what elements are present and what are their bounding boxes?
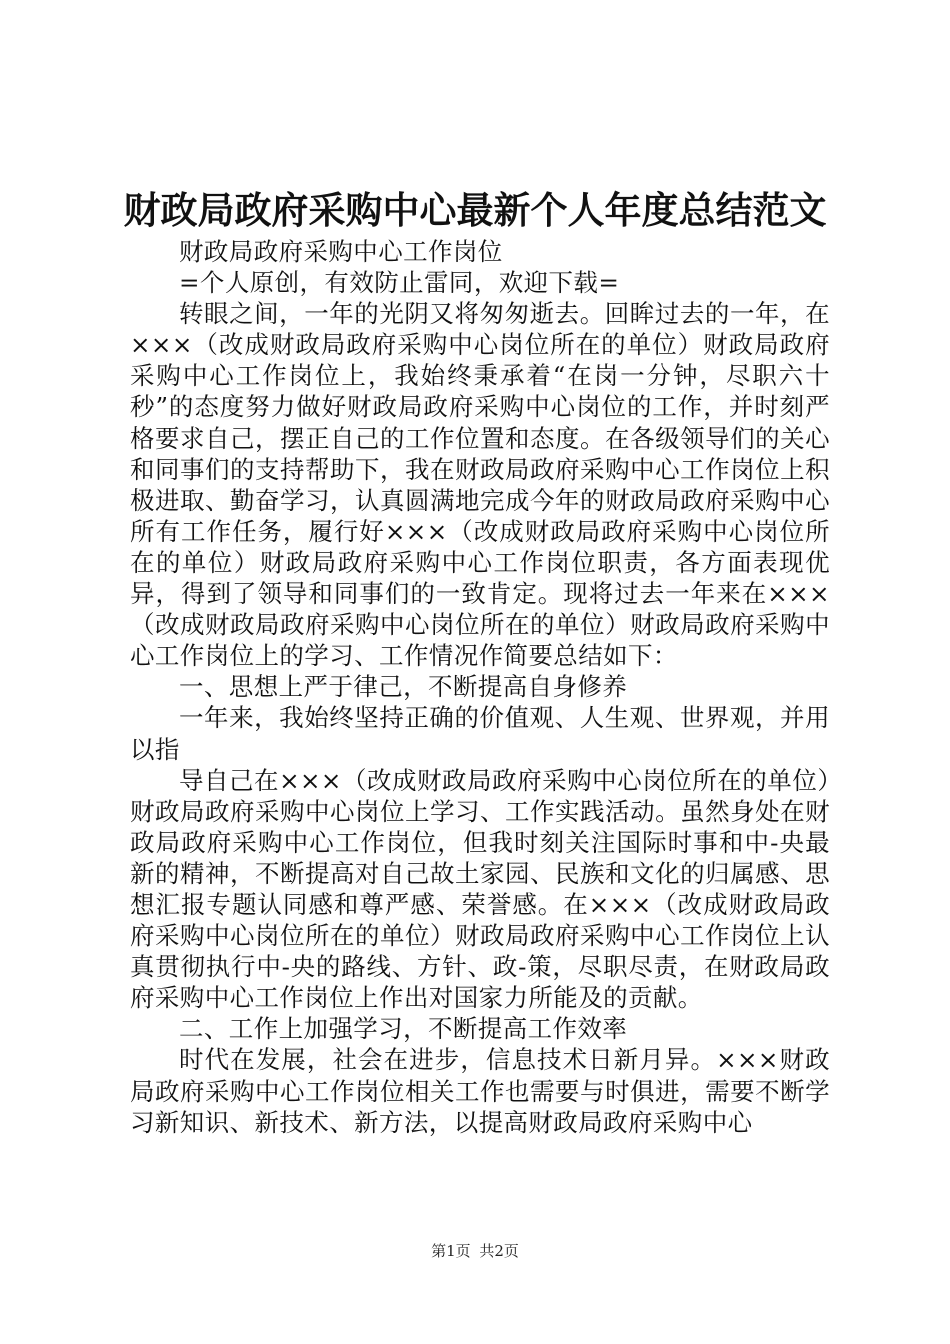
page-total: 共2页 (479, 1242, 519, 1260)
paragraph-intro: 转眼之间，一年的光阴又将匆匆逝去。回眸过去的一年，在×××（改成财政局政府采购中心岗位所在的单位）财政局政府采购中心工作岗位上，我始终秉承着“在岗一分钟，尽职六十秒”的态度努力做好财政局政府采购中心岗位的工作，并时刻严格要求自己，摆正自己的工作位置和态度。在各级领导们的关心和同事们的支持帮助下，我在财政局政府采购中心工作岗位上积极进取、勤奋学习，认真圆满地完成今年的财政局政府采购中心所有工作任务，履行好×××（改成财政局政府采购中心岗位所在的单位）财政局政府采购中心工作岗位职责，各方面表现优异，得到了领导和同事们的一致肯定。现将过去一年来在×××（改成财政局政府采购中心岗位所在的单位）财政局政府采购中心工作岗位上的学习、工作情况作简要总结如下： (130, 299, 830, 671)
paragraph-original-note: =个人原创，有效防止雷同，欢迎下载= (179, 268, 620, 298)
paragraph-section-1b: 导自己在×××（改成财政局政府采购中心岗位所在的单位）财政局政府采购中心岗位上学习、工作实践活动。虽然身处在财政局政府采购中心工作岗位，但我时刻关注国际时事和中-央最新的精神，不断提高对自己故土家园、民族和文化的归属感、思想汇报专题认同感和尊严感、荣誉感。在×××（改成财政局政府采购中心岗位所在的单位）财政局政府采购中心工作岗位上认真贯彻执行中-央的路线、方针、政-策，尽职尽责，在财政局政府采购中心工作岗位上作出对国家力所能及的贡献。 (130, 765, 830, 1013)
document-title: 财政局政府采购中心最新个人年度总结范文 (123, 188, 827, 232)
document-body (130, 236, 830, 1138)
paragraph-section-1a: 一年来，我始终坚持正确的价值观、人生观、世界观，并用以指 (130, 703, 830, 764)
section-heading-2: 二、工作上加强学习，不断提高工作效率 (179, 1014, 628, 1044)
section-heading-1: 一、思想上严于律己，不断提高自身修养 (179, 672, 628, 702)
paragraph-position: 财政局政府采购中心工作岗位 (179, 237, 503, 266)
page-number: 第1页 (431, 1242, 471, 1260)
page-footer (0, 1239, 950, 1263)
paragraph-section-2: 时代在发展，社会在进步，信息技术日新月异。×××财政局政府采购中心工作岗位相关工作也需要与时俱进，需要不断学习新知识、新技术、新方法，以提高财政局政府采购中心 (130, 1045, 830, 1137)
